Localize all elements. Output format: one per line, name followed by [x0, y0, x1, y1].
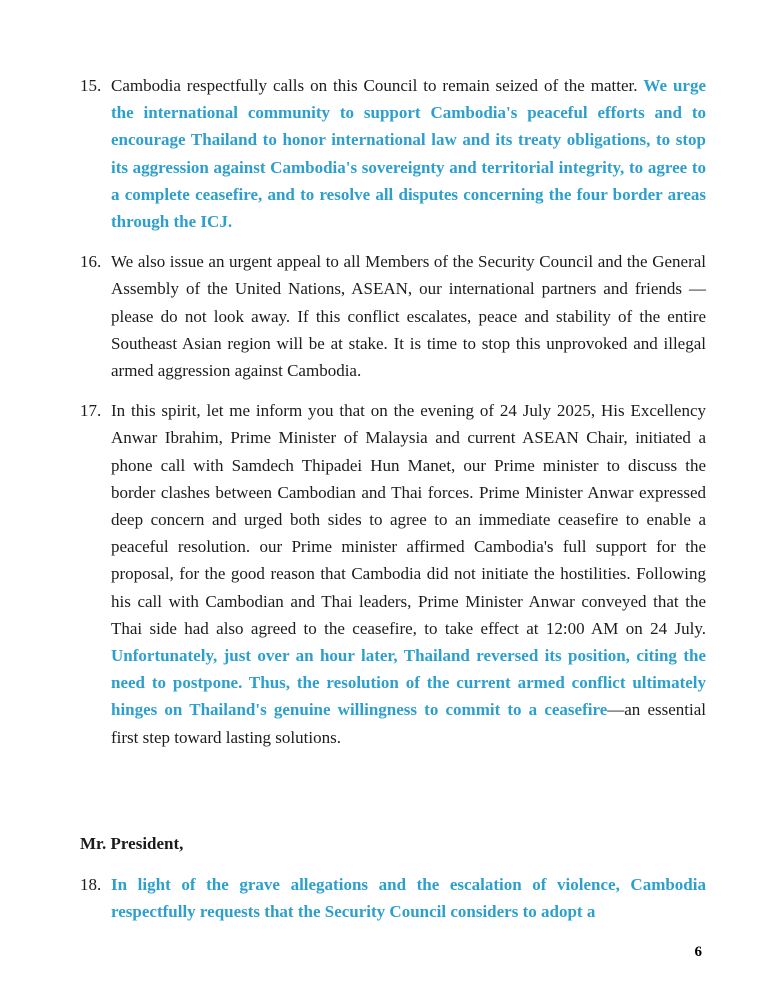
paragraph-15-text	[111, 72, 706, 235]
paragraph-18-text	[111, 871, 706, 925]
paragraph-17-run-normal-1: In this spirit, let me inform you that on the evening of 24 July 2025, His Excellency Anwar Ibrahim, Prime Minister of Malaysia and current ASEAN Chair, initiated a phone call with Samdech Thipadei Hun Manet, our Prime minister to discuss the border clashes between Cambodian and Thai forces. Prime Minister Anwar expressed deep concern and urged both sides to agree to an immediate ceasefire to enable a peaceful resolution. our Prime minister affirmed Cambodia's full support for the proposal, for the good reason that Cambodia did not initiate the hostilities. Following his call with Cambodian and Thai leaders, Prime Minister Anwar conveyed that the Thai side had also agreed to the ceasefire, to take effect at 12:00 AM on 24 July.	[111, 401, 706, 638]
paragraph-17-number: 17.	[80, 401, 102, 421]
paragraph-18-number: 18.	[80, 875, 102, 895]
document-content	[80, 72, 706, 938]
paragraph-16-run-normal: We also issue an urgent appeal to all Members of the Security Council and the General Assembly of the United Nations, ASEAN, our international partners and friends — please do not look away. If this conflict escalates, peace and stability of the entire Southeast Asian region will be at stake. It is time to stop this unprovoked and illegal armed aggression against Cambodia.	[111, 252, 706, 381]
paragraph-15-run-normal: Cambodia respectfully calls on this Council to remain seized of the matter.	[111, 76, 644, 95]
paragraph-18	[80, 871, 706, 925]
salutation-heading: Mr. President,	[80, 833, 184, 853]
paragraph-17-run-accent: Unfortunately, just over an hour later, Thailand reversed its position, citing the need to postpone. Thus, the resolution of the current armed conflict ultimately hinges on Thailand's genuine willingness to commit to a ceasefire	[111, 646, 706, 720]
paragraph-15	[80, 72, 706, 235]
paragraph-16-text	[111, 248, 706, 384]
paragraph-16	[80, 248, 706, 384]
paragraph-17	[80, 397, 706, 751]
paragraph-17-run-normal-2: —an essential first step toward lasting solutions.	[111, 700, 706, 747]
paragraph-18-run-accent: In light of the grave allegations and the escalation of violence, Cambodia respectfully requests that the Security Council considers to adopt a	[111, 875, 706, 922]
paragraph-16-number: 16.	[80, 252, 102, 272]
paragraph-17-text	[111, 397, 706, 751]
paragraph-15-run-accent: We urge the international community to support Cambodia's peaceful efforts and to encourage Thailand to honor international law and its treaty obligations, to stop its aggression against Cambodia's sovereignty and territorial integrity, to agree to a complete ceasefire, and to resolve all disputes concerning the four border areas through the ICJ.	[111, 76, 706, 232]
paragraph-15-number: 15.	[80, 76, 102, 95]
page-number: 6	[694, 944, 702, 960]
